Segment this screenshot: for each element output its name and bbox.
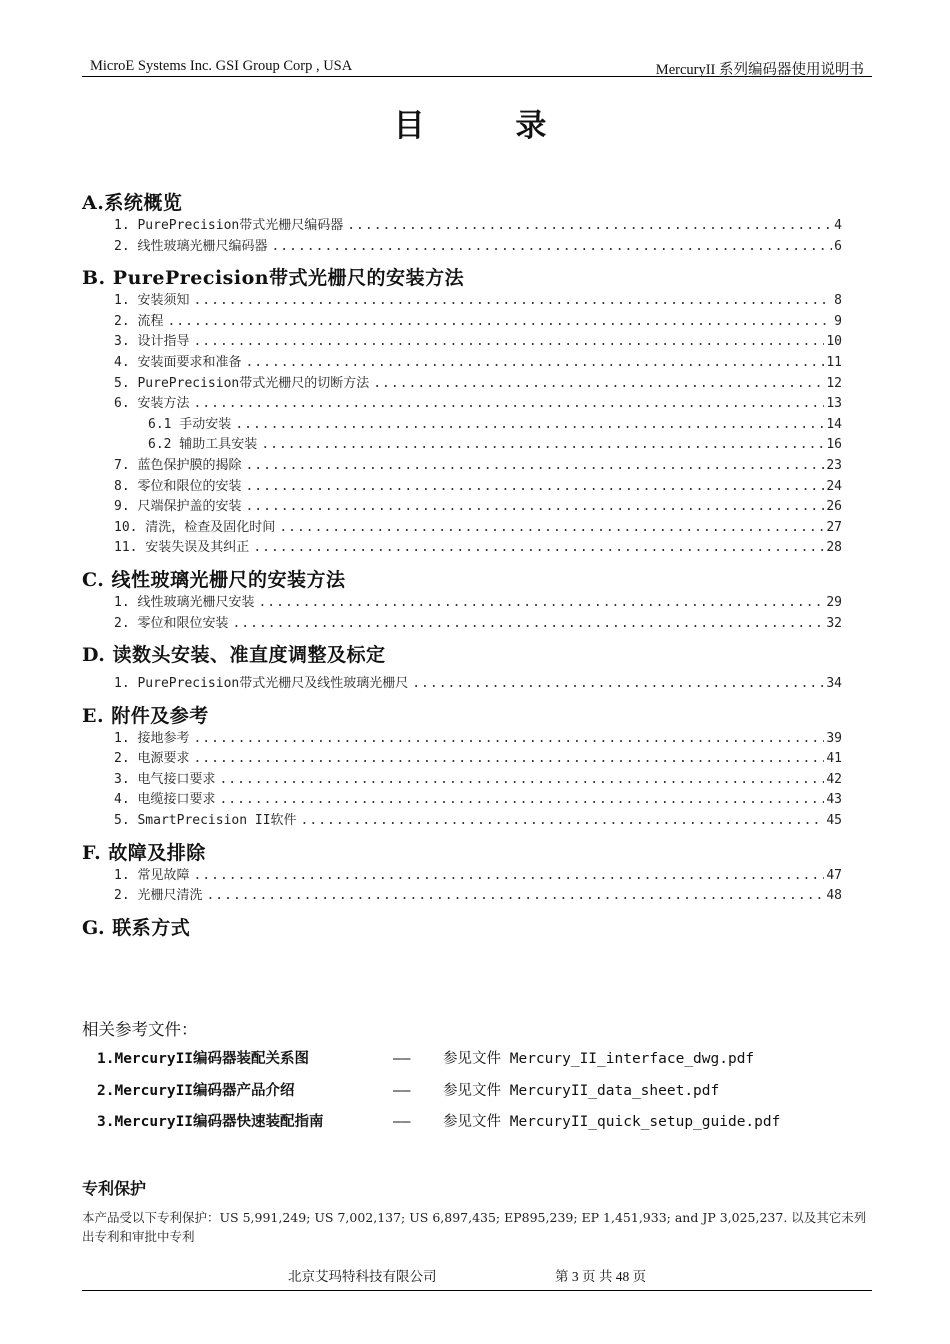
toc-entry[interactable]: 3. 设计指导 ..... 10 — [82, 332, 842, 353]
related-doc-file[interactable]: 参见文件 MercuryII_quick_setup_guide.pdf — [443, 1114, 781, 1130]
toc-section-g — [82, 913, 842, 943]
toc-entry[interactable]: 1. 接地参考 ..... 39 — [82, 729, 842, 750]
toc-subentry[interactable]: 6.1 手动安装 ..... 14 — [82, 415, 842, 436]
dot-leader — [245, 456, 824, 477]
related-doc-name: 1.MercuryII编码器装配关系图 — [97, 1051, 310, 1067]
dot-leader — [167, 312, 832, 333]
toc-entry[interactable]: 4. 电缆接口要求 ..... 43 — [82, 790, 842, 811]
dot-leader — [193, 332, 824, 353]
dot-leader — [258, 593, 824, 614]
header-doc-title: MercuryII 系列编码器使用说明书 — [655, 62, 864, 78]
page-header — [82, 56, 872, 78]
related-doc-row — [97, 1047, 857, 1079]
toc-entry[interactable]: 2. 电源要求 ..... 41 — [82, 749, 842, 770]
toc-entry[interactable]: 2. 线性玻璃光栅尺编码器 ..... 6 — [82, 237, 842, 258]
toc-section-b — [82, 263, 842, 559]
toc-section-d — [82, 640, 842, 695]
toc-section-heading[interactable]: B. PurePrecision带式光栅尺的安装方法 — [82, 267, 465, 290]
footer-company: 北京艾玛特科技有限公司 — [288, 1269, 437, 1284]
toc-entry[interactable]: 8. 零位和限位的安装 ..... 24 — [82, 477, 842, 498]
toc-entry[interactable]: 1. 线性玻璃光栅尺安装 ..... 29 — [82, 593, 842, 614]
header-company: MicroE Systems Inc. GSI Group Corp , USA — [90, 58, 353, 74]
toc-section-a — [82, 188, 842, 257]
dot-leader — [373, 374, 824, 395]
related-doc-file[interactable]: 参见文件 MercuryII_data_sheet.pdf — [443, 1082, 720, 1099]
toc-entry[interactable]: 6. 安装方法 ..... 13 — [82, 394, 842, 415]
toc-entry[interactable]: 1. PurePrecision带式光栅尺编码器 ..... 4 — [82, 216, 842, 237]
toc-section-e — [82, 701, 842, 832]
toc-section-f — [82, 838, 842, 907]
dot-leader — [301, 811, 825, 832]
toc-entry[interactable]: 1. 安装须知 ..... 8 — [82, 291, 842, 312]
dot-leader — [245, 477, 824, 498]
toc-section-heading[interactable]: G. 联系方式 — [82, 916, 191, 939]
related-doc-file[interactable]: 参见文件 Mercury_II_interface_dwg.pdf — [443, 1051, 755, 1067]
related-doc-dash: —— — [393, 1051, 411, 1067]
dot-leader — [279, 518, 824, 539]
related-doc-row — [97, 1110, 857, 1142]
dot-leader — [235, 415, 824, 436]
toc-section-heading[interactable]: D. 读数头安装、准直度调整及标定 — [82, 644, 386, 667]
header-rule — [82, 76, 872, 77]
related-doc-dash: —— — [393, 1114, 411, 1130]
dot-leader — [253, 538, 824, 559]
toc-entry[interactable]: 5. PurePrecision带式光栅尺的切断方法 ..... 12 — [82, 374, 842, 395]
dot-leader — [193, 749, 824, 770]
toc-entry[interactable]: 3. 电气接口要求 ..... 42 — [82, 770, 842, 791]
related-docs-list — [97, 1047, 857, 1142]
patent-text: 本产品受以下专利保护：US 5,991,249; US 7,002,137; US 6,897,435; EP895,239; EP 1,451,933; and JP 3,025,237. 以及其它未列出专利和审批中专利 — [82, 1210, 867, 1244]
related-doc-name: 3.MercuryII编码器快速装配指南 — [97, 1114, 324, 1130]
toc-entry[interactable]: 1. PurePrecision带式光栅尺及线性玻璃光栅尺 ..... 34 — [82, 674, 842, 695]
dot-leader — [261, 435, 824, 456]
dot-leader — [271, 237, 832, 258]
footer-rule — [82, 1290, 872, 1291]
dot-leader — [232, 614, 824, 635]
patent-title: 专利保护 — [82, 1179, 147, 1198]
toc-subentry[interactable]: 6.2 辅助工具安装 ..... 16 — [82, 435, 842, 456]
toc-section-heading[interactable]: C. 线性玻璃光栅尺的安装方法 — [82, 568, 346, 591]
page-title: 目 录 — [393, 108, 587, 144]
dot-leader — [193, 729, 824, 750]
toc-section-c — [82, 565, 842, 634]
dot-leader — [193, 866, 824, 887]
toc-section-heading[interactable]: E. 附件及参考 — [82, 704, 209, 727]
dot-leader — [219, 770, 824, 791]
toc-section-heading[interactable]: A.系统概览 — [82, 192, 183, 214]
footer-page-number: 第 3 页 共 48 页 — [555, 1269, 647, 1284]
dot-leader — [206, 886, 824, 907]
related-docs-title: 相关参考文件： — [82, 1020, 198, 1039]
toc-entry[interactable]: 9. 尺端保护盖的安装 ..... 26 — [82, 497, 842, 518]
toc-entry[interactable]: 10. 清洗，检查及固化时间 ..... 27 — [82, 518, 842, 539]
related-doc-row — [97, 1079, 857, 1111]
dot-leader — [193, 394, 824, 415]
toc-entry[interactable]: 2. 流程 ..... 9 — [82, 312, 842, 333]
dot-leader — [245, 497, 824, 518]
toc-entry[interactable]: 2. 光栅尺清洗 ..... 48 — [82, 886, 842, 907]
related-doc-dash: —— — [393, 1082, 411, 1099]
dot-leader — [193, 291, 832, 312]
dot-leader — [245, 353, 824, 374]
dot-leader — [412, 674, 824, 695]
toc-entry[interactable]: 2. 零位和限位安装 ..... 32 — [82, 614, 842, 635]
toc-entry[interactable]: 1. 常见故障 ..... 47 — [82, 866, 842, 887]
toc-entry[interactable]: 4. 安装面要求和准备 ..... 11 — [82, 353, 842, 374]
dot-leader — [219, 790, 824, 811]
dot-leader — [347, 216, 832, 237]
table-of-contents — [82, 188, 842, 943]
toc-section-heading[interactable]: F. 故障及排除 — [82, 841, 206, 864]
toc-entry[interactable]: 5. SmartPrecision II软件 ..... 45 — [82, 811, 842, 832]
toc-entry[interactable]: 11. 安装失误及其纠正 ..... 28 — [82, 538, 842, 559]
toc-entry[interactable]: 7. 蓝色保护膜的揭除 ..... 23 — [82, 456, 842, 477]
related-doc-name: 2.MercuryII编码器产品介绍 — [97, 1082, 295, 1099]
